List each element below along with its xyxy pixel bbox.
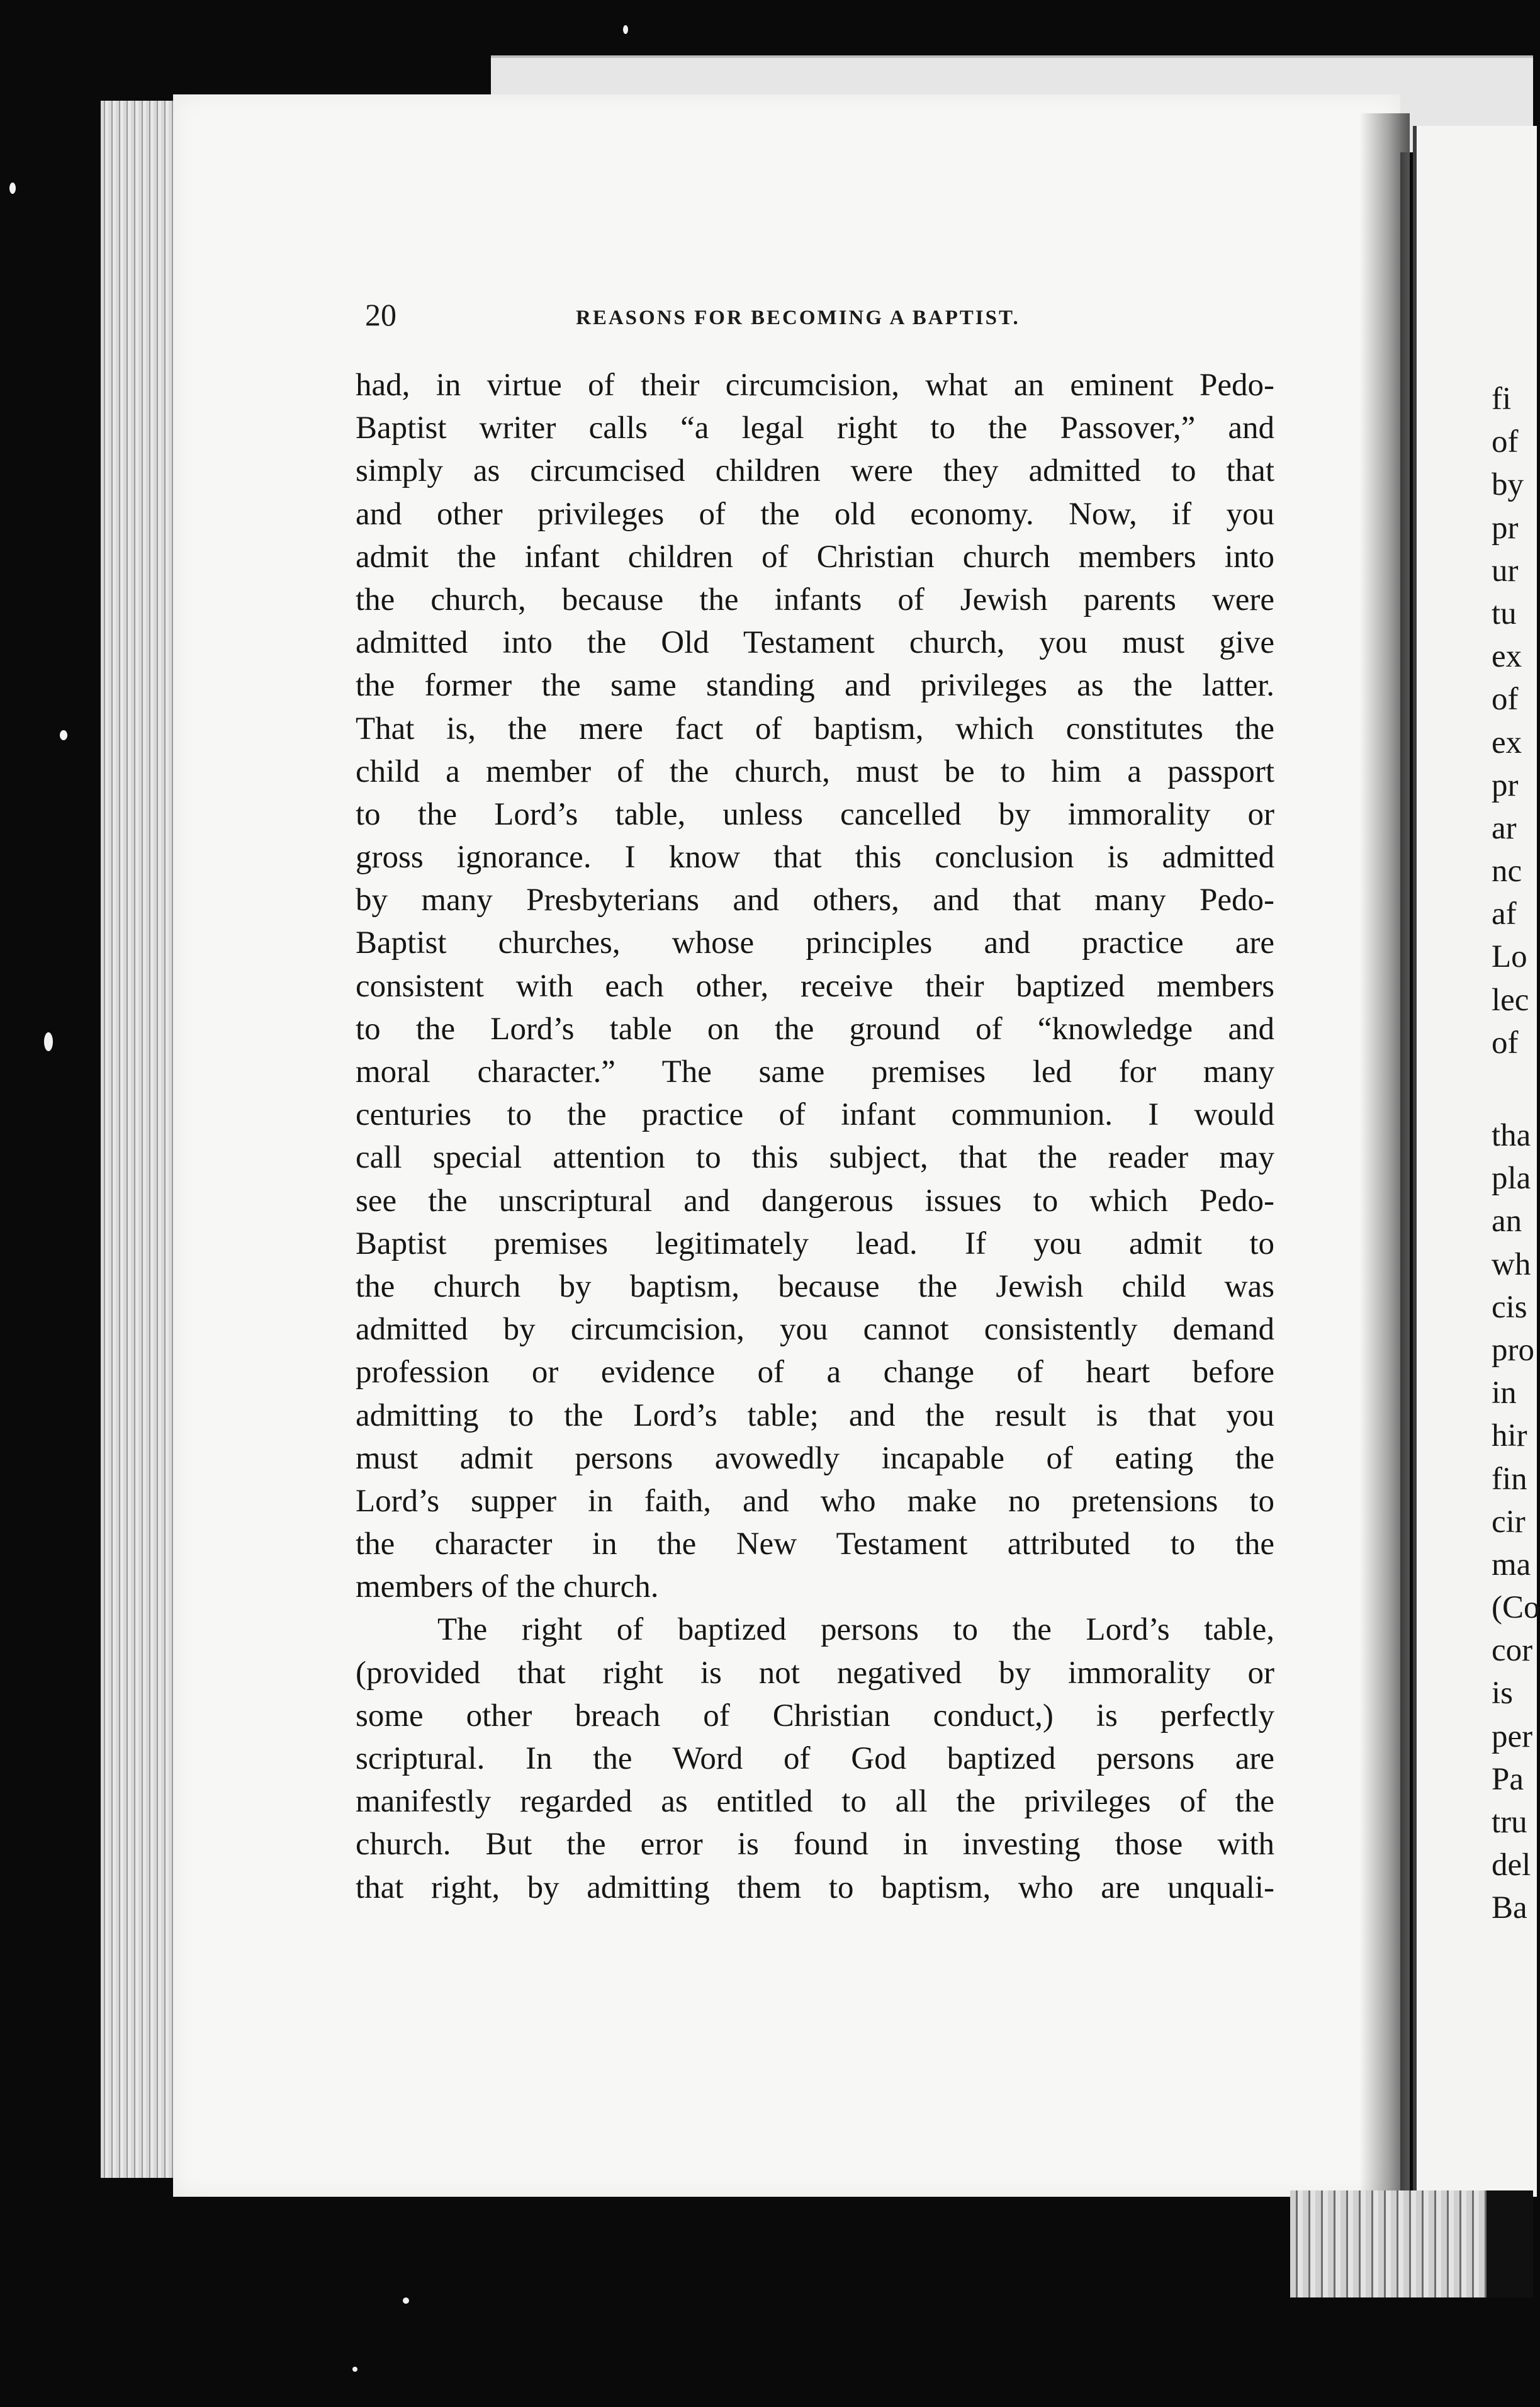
text-line: the church, because the infants of Jewish parents were — [356, 582, 1274, 617]
facing-fragment: tu — [1492, 595, 1517, 631]
scan-speck — [9, 183, 16, 194]
facing-fragment: tru — [1492, 1805, 1527, 1840]
text-line: and other privileges of the old economy. Now, if you — [356, 496, 1274, 532]
page-number: 20 — [365, 297, 396, 332]
text-line: that right, by admitting them to baptism, who are unquali- — [356, 1869, 1274, 1905]
body-text — [356, 364, 1274, 1909]
facing-fragment: in — [1492, 1375, 1517, 1411]
facing-fragment: cor — [1492, 1633, 1533, 1669]
scan-speck — [60, 730, 67, 740]
facing-fragment: pr — [1492, 510, 1519, 546]
facing-fragment: Pa — [1492, 1761, 1524, 1797]
facing-fragment: wh — [1492, 1246, 1531, 1282]
text-line: admitted into the Old Testament church, you must give — [356, 625, 1274, 661]
facing-fragment: cir — [1492, 1504, 1526, 1540]
text-line: the former the same standing and privileges as the latter. — [356, 668, 1274, 704]
text-line: to the Lord’s table on the ground of “knowledge and — [356, 1011, 1274, 1047]
text-line: admitting to the Lord’s table; and the result is that you — [356, 1397, 1274, 1433]
text-line: (provided that right is not negatived by immorality or — [356, 1655, 1274, 1691]
facing-fragment: af — [1492, 896, 1517, 932]
text-line: That is, the mere fact of baptism, which constitutes the — [356, 711, 1274, 747]
text-line: some other breach of Christian conduct,) is perfectly — [356, 1698, 1274, 1733]
facing-fragment: ma — [1492, 1547, 1531, 1582]
scan-speck — [403, 2297, 409, 2304]
text-line: scriptural. In the Word of God baptized persons are — [356, 1741, 1274, 1776]
facing-fragment: of — [1492, 682, 1519, 718]
text-line: The right of baptized persons to the Lord’s table, — [437, 1612, 1274, 1648]
text-line: moral character.” The same premises led for many — [356, 1054, 1274, 1090]
facing-fragment: of — [1492, 1025, 1519, 1061]
facing-fragment: (Co — [1492, 1590, 1540, 1626]
text-line: Lord’s supper in faith, and who make no pretensions to — [356, 1483, 1274, 1519]
scan-speck — [352, 2367, 357, 2372]
facing-fragment: fin — [1492, 1461, 1527, 1497]
facing-page-text-group-2 — [1492, 1114, 1540, 1930]
text-line: centuries to the practice of infant communion. I would — [356, 1097, 1274, 1133]
facing-fragment: Lo — [1492, 939, 1527, 975]
text-line: child a member of the church, must be to him a passport — [356, 753, 1274, 789]
text-line: members of the church. — [356, 1569, 659, 1605]
facing-fragment: is — [1492, 1676, 1514, 1711]
text-line: simply as circumcised children were they admitted to that — [356, 453, 1274, 489]
text-line: the church by baptism, because the Jewish child was — [356, 1268, 1274, 1304]
text-line: had, in virtue of their circumcision, what an eminent Pedo- — [356, 368, 1274, 403]
facing-fragment: nc — [1492, 854, 1522, 889]
facing-fragment: by — [1492, 467, 1524, 503]
text-line: church. But the error is found in investing those with — [356, 1827, 1274, 1863]
page-bottom-edges — [1290, 2190, 1533, 2297]
facing-fragment: fi — [1492, 381, 1512, 417]
text-line: Baptist premises legitimately lead. If you admit to — [356, 1226, 1274, 1261]
text-line: call special attention to this subject, that the reader may — [356, 1140, 1274, 1176]
facing-fragment: pr — [1492, 767, 1519, 803]
facing-fragment: ar — [1492, 810, 1517, 846]
facing-fragment: del — [1492, 1847, 1531, 1883]
gutter-shadow — [1359, 113, 1410, 2190]
page-header — [365, 296, 1271, 340]
dark-edge-block — [1487, 2190, 1533, 2297]
text-line: the character in the New Testament attributed to the — [356, 1526, 1274, 1562]
facing-fragment: an — [1492, 1204, 1522, 1239]
text-line: admitted by circumcision, you cannot consistently demand — [356, 1312, 1274, 1348]
paragraph-2 — [356, 1608, 1274, 1908]
facing-fragment: per — [1492, 1718, 1533, 1754]
facing-fragment: hir — [1492, 1418, 1527, 1454]
text-line: by many Presbyterians and others, and that many Pedo- — [356, 882, 1274, 918]
facing-fragment: ex — [1492, 639, 1522, 675]
facing-fragment: tha — [1492, 1118, 1531, 1153]
text-line: consistent with each other, receive their baptized members — [356, 968, 1274, 1004]
text-line: manifestly regarded as entitled to all the privileges of the — [356, 1784, 1274, 1820]
facing-fragment: lec — [1492, 982, 1529, 1018]
facing-fragment: ex — [1492, 724, 1522, 760]
text-line: to the Lord’s table, unless cancelled by immorality or — [356, 796, 1274, 832]
paragraph-1 — [356, 364, 1274, 1608]
facing-fragment: of — [1492, 424, 1519, 460]
text-line: Baptist writer calls “a legal right to the Passover,” and — [356, 410, 1274, 446]
text-line: profession or evidence of a change of heart before — [356, 1355, 1274, 1390]
facing-fragment: ur — [1492, 553, 1519, 589]
text-line: Baptist churches, whose principles and practice are — [356, 925, 1274, 961]
text-line: see the unscriptural and dangerous issues to which Pedo- — [356, 1183, 1274, 1219]
text-line: must admit persons avowedly incapable of eating the — [356, 1440, 1274, 1476]
text-line: gross ignorance. I know that this conclusion is admitted — [356, 840, 1274, 876]
facing-fragment: cis — [1492, 1289, 1527, 1325]
text-line: admit the infant children of Christian church members into — [356, 539, 1274, 575]
facing-page-text-group-1 — [1492, 378, 1533, 1064]
scan-speck — [44, 1032, 53, 1051]
facing-fragment: Ba — [1492, 1890, 1527, 1926]
facing-fragment: pro — [1492, 1332, 1534, 1368]
facing-fragment: pla — [1492, 1161, 1531, 1197]
running-head: REASONS FOR BECOMING A BAPTIST. — [576, 307, 1020, 329]
scan-speck — [623, 25, 628, 34]
